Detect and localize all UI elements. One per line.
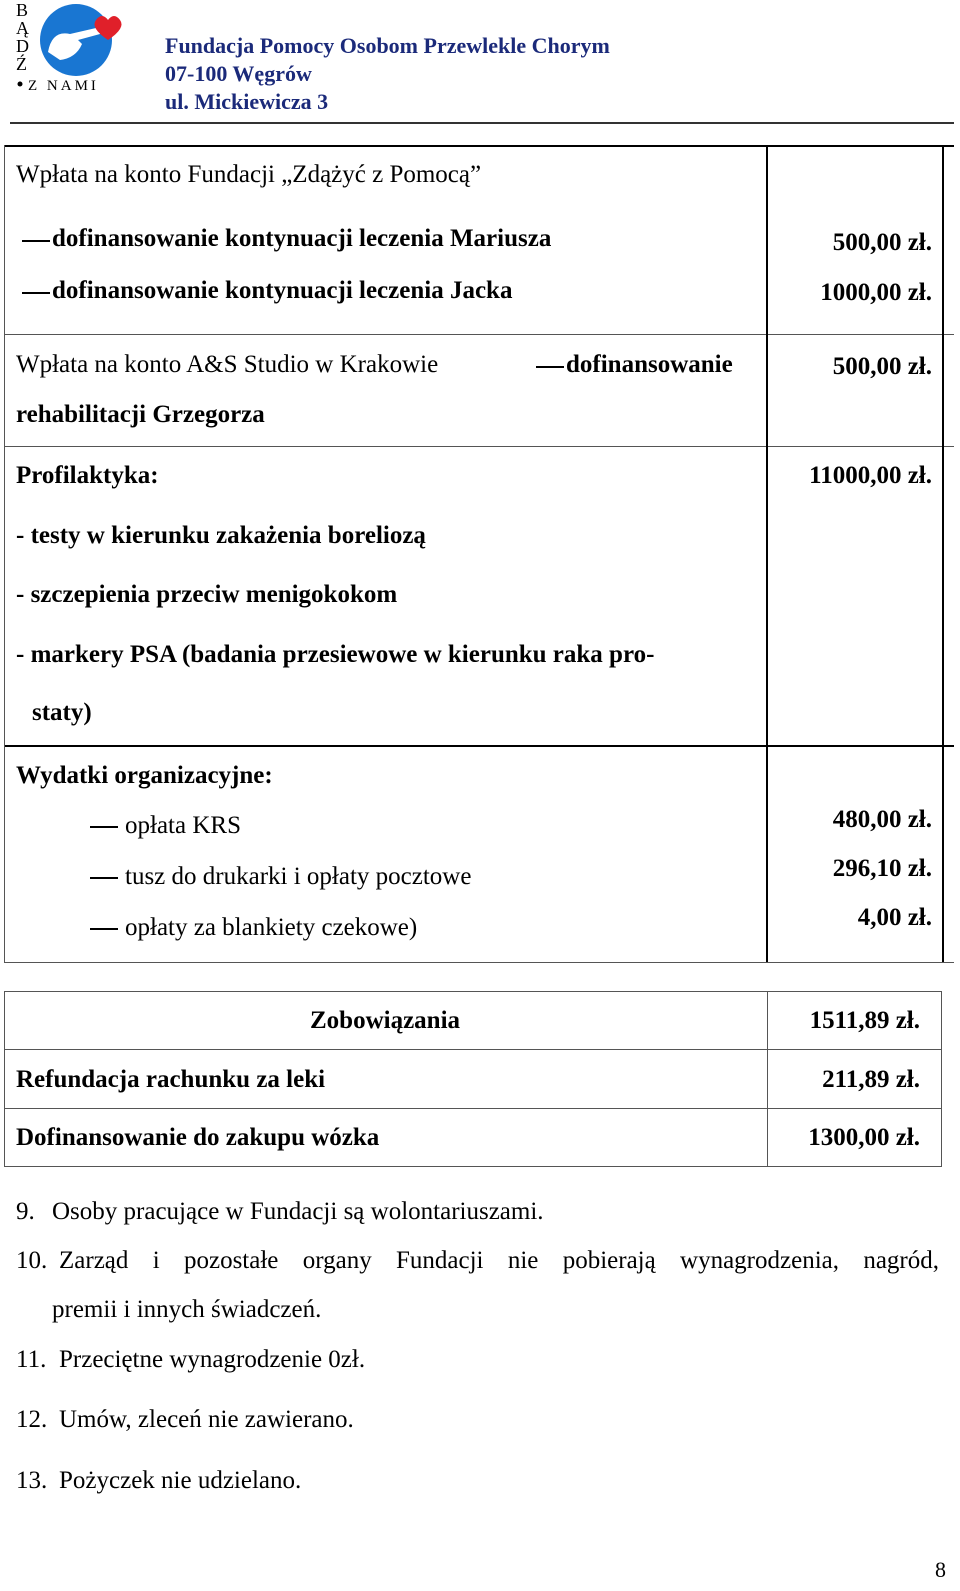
row4-item-2: tusz do drukarki i opłaty pocztowe xyxy=(125,863,472,890)
liabilities-header: Zobowiązania xyxy=(309,1007,461,1034)
row3-item-2: - szczepienia przeciw menigokokom xyxy=(16,581,398,608)
row1-item-2: dofinansowanie kontynuacji leczenia Jacka xyxy=(52,277,513,304)
foundation-logo xyxy=(12,0,132,96)
list-number: 10. xyxy=(16,1247,48,1274)
liability-row-1-amount: 211,89 zł. xyxy=(822,1066,920,1093)
row1-item-1: dofinansowanie kontynuacji leczenia Mariusza xyxy=(52,225,552,252)
svg-text:B: B xyxy=(16,0,29,20)
list-item-continuation: premii i innych świadczeń. xyxy=(52,1296,322,1323)
row4-amount-2: 296,10 zł. xyxy=(832,855,932,882)
svg-text:Ź: Ź xyxy=(16,54,27,74)
row4-amount-1: 480,00 zł. xyxy=(832,806,932,833)
svg-text:Ą: Ą xyxy=(16,18,29,38)
list-number: 9. xyxy=(16,1198,35,1225)
list-number: 11. xyxy=(16,1346,47,1373)
org-name: Fundacja Pomocy Osobom Przewlekle Chorym xyxy=(165,33,610,58)
dash-bullet xyxy=(90,826,118,828)
list-item: Umów, zleceń nie zawierano. xyxy=(59,1406,354,1433)
row4-title: Wydatki organizacyjne: xyxy=(16,762,273,789)
dash-bullet xyxy=(536,366,564,368)
row1-amount-2: 1000,00 zł. xyxy=(820,279,932,306)
dash-bullet xyxy=(90,877,118,879)
liabilities-total: 1511,89 zł. xyxy=(809,1007,920,1034)
row2-text-bold: dofinansowanie xyxy=(566,351,733,378)
page-number: 8 xyxy=(935,1557,946,1582)
liability-row-1-label: Refundacja rachunku za leki xyxy=(16,1066,326,1093)
row3-item-3: - markery PSA (badania przesiewowe w kierunku raka pro- xyxy=(16,641,655,668)
row2-amount: 500,00 zł. xyxy=(832,353,932,380)
list-item: Przeciętne wynagrodzenie 0zł. xyxy=(59,1346,366,1373)
liability-row-2-label: Dofinansowanie do zakupu wózka xyxy=(16,1124,380,1151)
list-number: 13. xyxy=(16,1467,48,1494)
list-number: 12. xyxy=(16,1406,48,1433)
row3-amount: 11000,00 zł. xyxy=(809,462,932,489)
row3-title: Profilaktyka: xyxy=(16,462,159,489)
liability-row-2-amount: 1300,00 zł. xyxy=(808,1124,920,1151)
dash-bullet xyxy=(90,928,118,930)
list-item: Osoby pracujące w Fundacji są wolontariuszami. xyxy=(52,1198,544,1225)
list-item: Zarząd i pozostałe organy Fundacji nie pobierają wynagrodzenia, nagród, xyxy=(59,1247,939,1274)
svg-text:Z NAMI: Z NAMI xyxy=(28,78,99,94)
row4-item-3: opłaty za blankiety czekowe) xyxy=(125,914,418,941)
header-rule xyxy=(10,122,954,124)
row3-item-1: - testy w kierunku zakażenia boreliozą xyxy=(16,522,426,549)
dash-bullet xyxy=(22,240,50,242)
row1-amount-1: 500,00 zł. xyxy=(832,229,932,256)
list-item: Pożyczek nie udzielano. xyxy=(59,1467,302,1494)
row4-item-1: opłata KRS xyxy=(125,812,241,839)
dash-bullet xyxy=(22,292,50,294)
org-street: ul. Mickiewicza 3 xyxy=(165,89,329,114)
org-city: 07-100 Węgrów xyxy=(165,61,312,86)
logo-graphic xyxy=(12,0,132,96)
row3-item-4: staty) xyxy=(32,699,92,726)
row1-title: Wpłata na konto Fundacji „Zdążyć z Pomocą” xyxy=(16,161,482,188)
svg-text:D: D xyxy=(16,36,29,56)
row2-text-line2: rehabilitacji Grzegorza xyxy=(16,401,265,428)
row4-amount-3: 4,00 zł. xyxy=(857,904,932,931)
row2-text: Wpłata na konto A&S Studio w Krakowie xyxy=(16,351,439,378)
